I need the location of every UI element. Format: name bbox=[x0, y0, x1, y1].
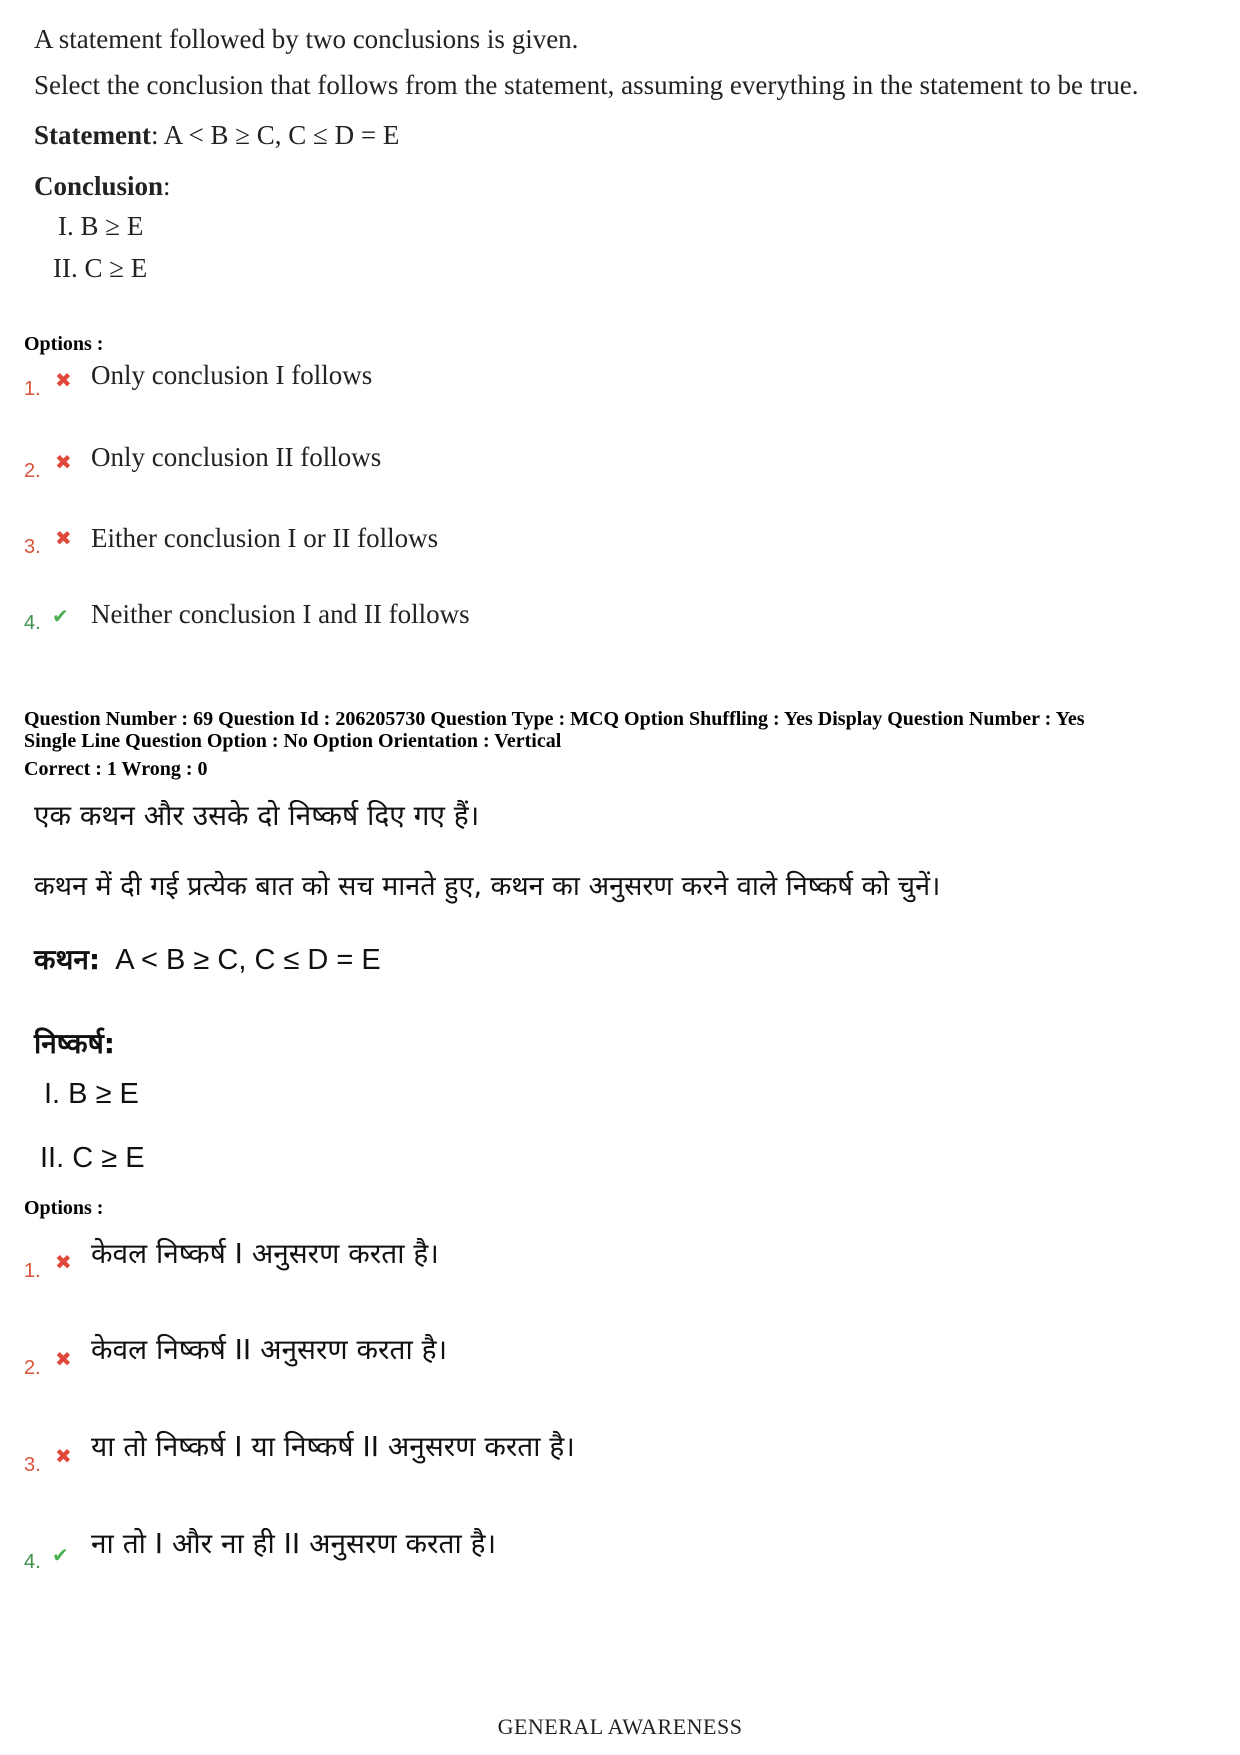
option-text: केवल निष्कर्ष II अनुसरण करता है। bbox=[91, 1333, 448, 1366]
option-text: Only conclusion II follows bbox=[91, 442, 382, 472]
score-line: Correct : 1 Wrong : 0 bbox=[24, 758, 208, 780]
check-mark-icon: ✔ bbox=[52, 604, 69, 628]
conclusion-item: II. C ≥ E bbox=[53, 253, 148, 283]
option-text: या तो निष्कर्ष I या निष्कर्ष II अनुसरण करता है। bbox=[91, 1430, 575, 1463]
question-intro: एक कथन और उसके दो निष्कर्ष दिए गए हैं। bbox=[34, 799, 480, 832]
option-number: 4. bbox=[24, 612, 41, 634]
wrong-mark-icon: ✖ bbox=[55, 450, 72, 474]
conclusion-colon: : bbox=[163, 171, 171, 201]
question-instruction: कथन में दी गई प्रत्येक बात को सच मानते हुए, कथन का अनुसरण करने वाले निष्कर्ष को चुनें। bbox=[34, 871, 941, 902]
check-mark-icon: ✔ bbox=[52, 1543, 69, 1567]
question-intro: A statement followed by two conclusions is given. bbox=[34, 24, 579, 54]
conclusion-heading bbox=[34, 171, 171, 202]
option-number: 3. bbox=[24, 1454, 41, 1476]
statement-text: A < B ≥ C, C ≤ D = E bbox=[115, 944, 381, 976]
option-number: 2. bbox=[24, 460, 41, 482]
conclusion-label: निष्कर्ष: bbox=[34, 1027, 116, 1060]
wrong-mark-icon: ✖ bbox=[55, 1444, 72, 1468]
statement-line bbox=[34, 940, 381, 978]
option-number: 1. bbox=[24, 378, 41, 400]
options-label: Options : bbox=[24, 1197, 104, 1219]
statement-label: कथन: bbox=[34, 943, 101, 976]
options-label: Options : bbox=[24, 333, 104, 355]
option-text: Neither conclusion I and II follows bbox=[91, 599, 470, 629]
conclusion-label: Conclusion bbox=[34, 171, 164, 201]
option-text: केवल निष्कर्ष I अनुसरण करता है। bbox=[91, 1237, 439, 1270]
conclusion-item: I. B ≥ E bbox=[44, 1078, 139, 1110]
option-text: ना तो I और ना ही II अनुसरण करता है। bbox=[91, 1527, 497, 1560]
option-text: Only conclusion I follows bbox=[91, 360, 373, 390]
option-number: 1. bbox=[24, 1260, 41, 1282]
statement-text: : A < B ≥ C, C ≤ D = E bbox=[150, 120, 400, 150]
wrong-mark-icon: ✖ bbox=[55, 1250, 72, 1274]
wrong-mark-icon: ✖ bbox=[55, 526, 72, 550]
conclusion-item: II. C ≥ E bbox=[40, 1142, 145, 1174]
question-instruction: Select the conclusion that follows from the statement, assuming everything in the statement to be true. bbox=[34, 70, 1139, 100]
option-number: 4. bbox=[24, 1551, 41, 1573]
wrong-mark-icon: ✖ bbox=[55, 368, 72, 392]
statement-line bbox=[34, 120, 399, 151]
statement-label: Statement bbox=[34, 120, 151, 150]
option-number: 3. bbox=[24, 536, 41, 558]
wrong-mark-icon: ✖ bbox=[55, 1347, 72, 1371]
section-footer: GENERAL AWARENESS bbox=[497, 1714, 743, 1739]
metadata-line: Single Line Question Option : No Option Orientation : Vertical bbox=[24, 730, 562, 752]
conclusion-item: I. B ≥ E bbox=[58, 211, 144, 241]
option-number: 2. bbox=[24, 1357, 41, 1379]
metadata-line: Question Number : 69 Question Id : 206205730 Question Type : MCQ Option Shuffling : Yes Display Question Number : Yes bbox=[24, 708, 1085, 730]
option-text: Either conclusion I or II follows bbox=[91, 523, 439, 553]
